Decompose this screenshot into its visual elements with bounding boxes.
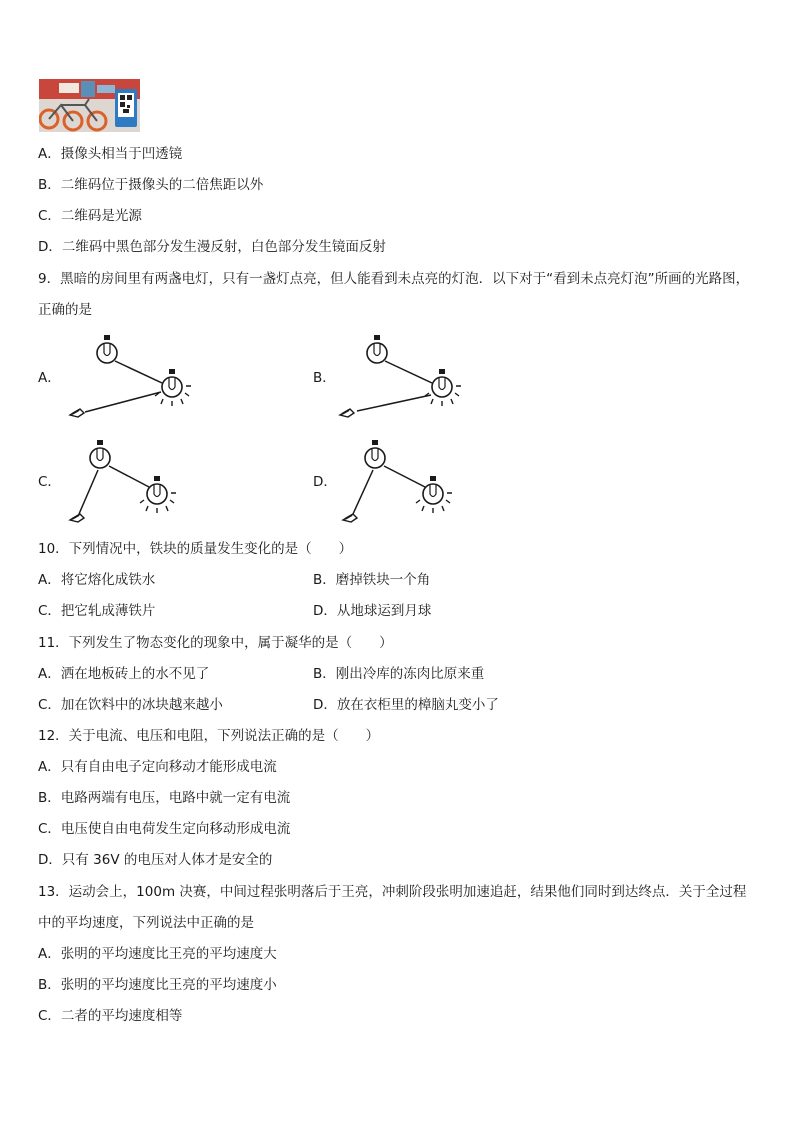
ray-line xyxy=(85,392,161,412)
ray-line xyxy=(384,466,425,487)
eye-icon xyxy=(343,514,357,522)
q8-option-a: A．摄像头相当于凹透镜 xyxy=(38,146,183,162)
shared-bike-qr-photo xyxy=(39,79,140,132)
lit-bulb-icon xyxy=(140,476,176,513)
q8-option-d: D．二维码中黑色部分发生漫反射，白色部分发生镜面反射 xyxy=(38,239,386,255)
q10-option-c: C．把它轧成薄铁片 xyxy=(38,603,156,619)
q9-label-b: B． xyxy=(313,370,336,386)
q13-stem-line2: 中的平均速度，下列说法中正确的是 xyxy=(38,915,254,931)
q12-option-a: A．只有自由电子定向移动才能形成电流 xyxy=(38,759,277,775)
q9-diagram-c xyxy=(65,430,215,530)
eye-icon xyxy=(70,514,84,522)
unlit-bulb-icon xyxy=(365,440,385,468)
q9-label-c: C． xyxy=(38,474,61,490)
eye-icon xyxy=(340,409,354,417)
q12-option-d: D．只有 36V 的电压对人体才是安全的 xyxy=(38,852,273,868)
ray-line xyxy=(353,470,373,514)
q12-stem: 12．关于电流、电压和电阻，下列说法正确的是（ ） xyxy=(38,728,380,744)
q9-label-a: A． xyxy=(38,370,61,386)
q13-stem-line1: 13．运动会上，100m 决赛，中间过程张明落后于王亮，冲刺阶段张明加速追赶，结果他们同时到达终点．关于全过程 xyxy=(38,884,747,900)
q9-stem-line1: 9．黑暗的房间里有两盏电灯，只有一盏灯点亮，但人能看到未点亮的灯泡．以下对于“看到未点亮灯泡”所画的光路图， xyxy=(38,271,750,287)
q12-option-b: B．电路两端有电压，电路中就一定有电流 xyxy=(38,790,291,806)
lit-bulb-icon xyxy=(416,476,452,513)
q10-option-a: A．将它熔化成铁水 xyxy=(38,572,156,588)
q11-option-c: C．加在饮料中的冰块越来越小 xyxy=(38,697,223,713)
lit-bulb-icon xyxy=(425,369,461,406)
ray-line xyxy=(109,466,149,487)
eye-icon xyxy=(70,409,84,417)
q8-option-c: C．二维码是光源 xyxy=(38,208,142,224)
q13-option-b: B．张明的平均速度比王亮的平均速度小 xyxy=(38,977,277,993)
unlit-bulb-icon xyxy=(97,335,117,363)
q11-option-b: B．刚出冷库的冻肉比原来重 xyxy=(313,666,485,682)
q11-option-a: A．洒在地板砖上的水不见了 xyxy=(38,666,210,682)
ray-line xyxy=(357,395,431,411)
q9-diagram-d xyxy=(335,430,485,530)
q11-stem: 11．下列发生了物态变化的现象中，属于凝华的是（ ） xyxy=(38,635,393,651)
q9-label-d: D． xyxy=(313,474,337,490)
unlit-bulb-icon xyxy=(90,440,110,468)
q13-option-a: A．张明的平均速度比王亮的平均速度大 xyxy=(38,946,277,962)
ray-line xyxy=(115,361,162,383)
q10-stem: 10．下列情况中，铁块的质量发生变化的是（ ） xyxy=(38,541,353,557)
q11-option-d: D．放在衣柜里的樟脑丸变小了 xyxy=(313,697,499,713)
ray-line xyxy=(79,470,98,514)
q8-option-b: B．二维码位于摄像头的二倍焦距以外 xyxy=(38,177,264,193)
lit-bulb-icon xyxy=(155,369,191,406)
unlit-bulb-icon xyxy=(367,335,387,363)
ray-line xyxy=(385,361,432,383)
q9-diagram-a xyxy=(65,325,215,425)
q10-option-d: D．从地球运到月球 xyxy=(313,603,432,619)
q9-diagram-b xyxy=(335,325,485,425)
q9-stem-line2: 正确的是 xyxy=(38,302,92,318)
q13-option-c: C．二者的平均速度相等 xyxy=(38,1008,183,1024)
q10-option-b: B．磨掉铁块一个角 xyxy=(313,572,431,588)
q12-option-c: C．电压使自由电荷发生定向移动形成电流 xyxy=(38,821,291,837)
